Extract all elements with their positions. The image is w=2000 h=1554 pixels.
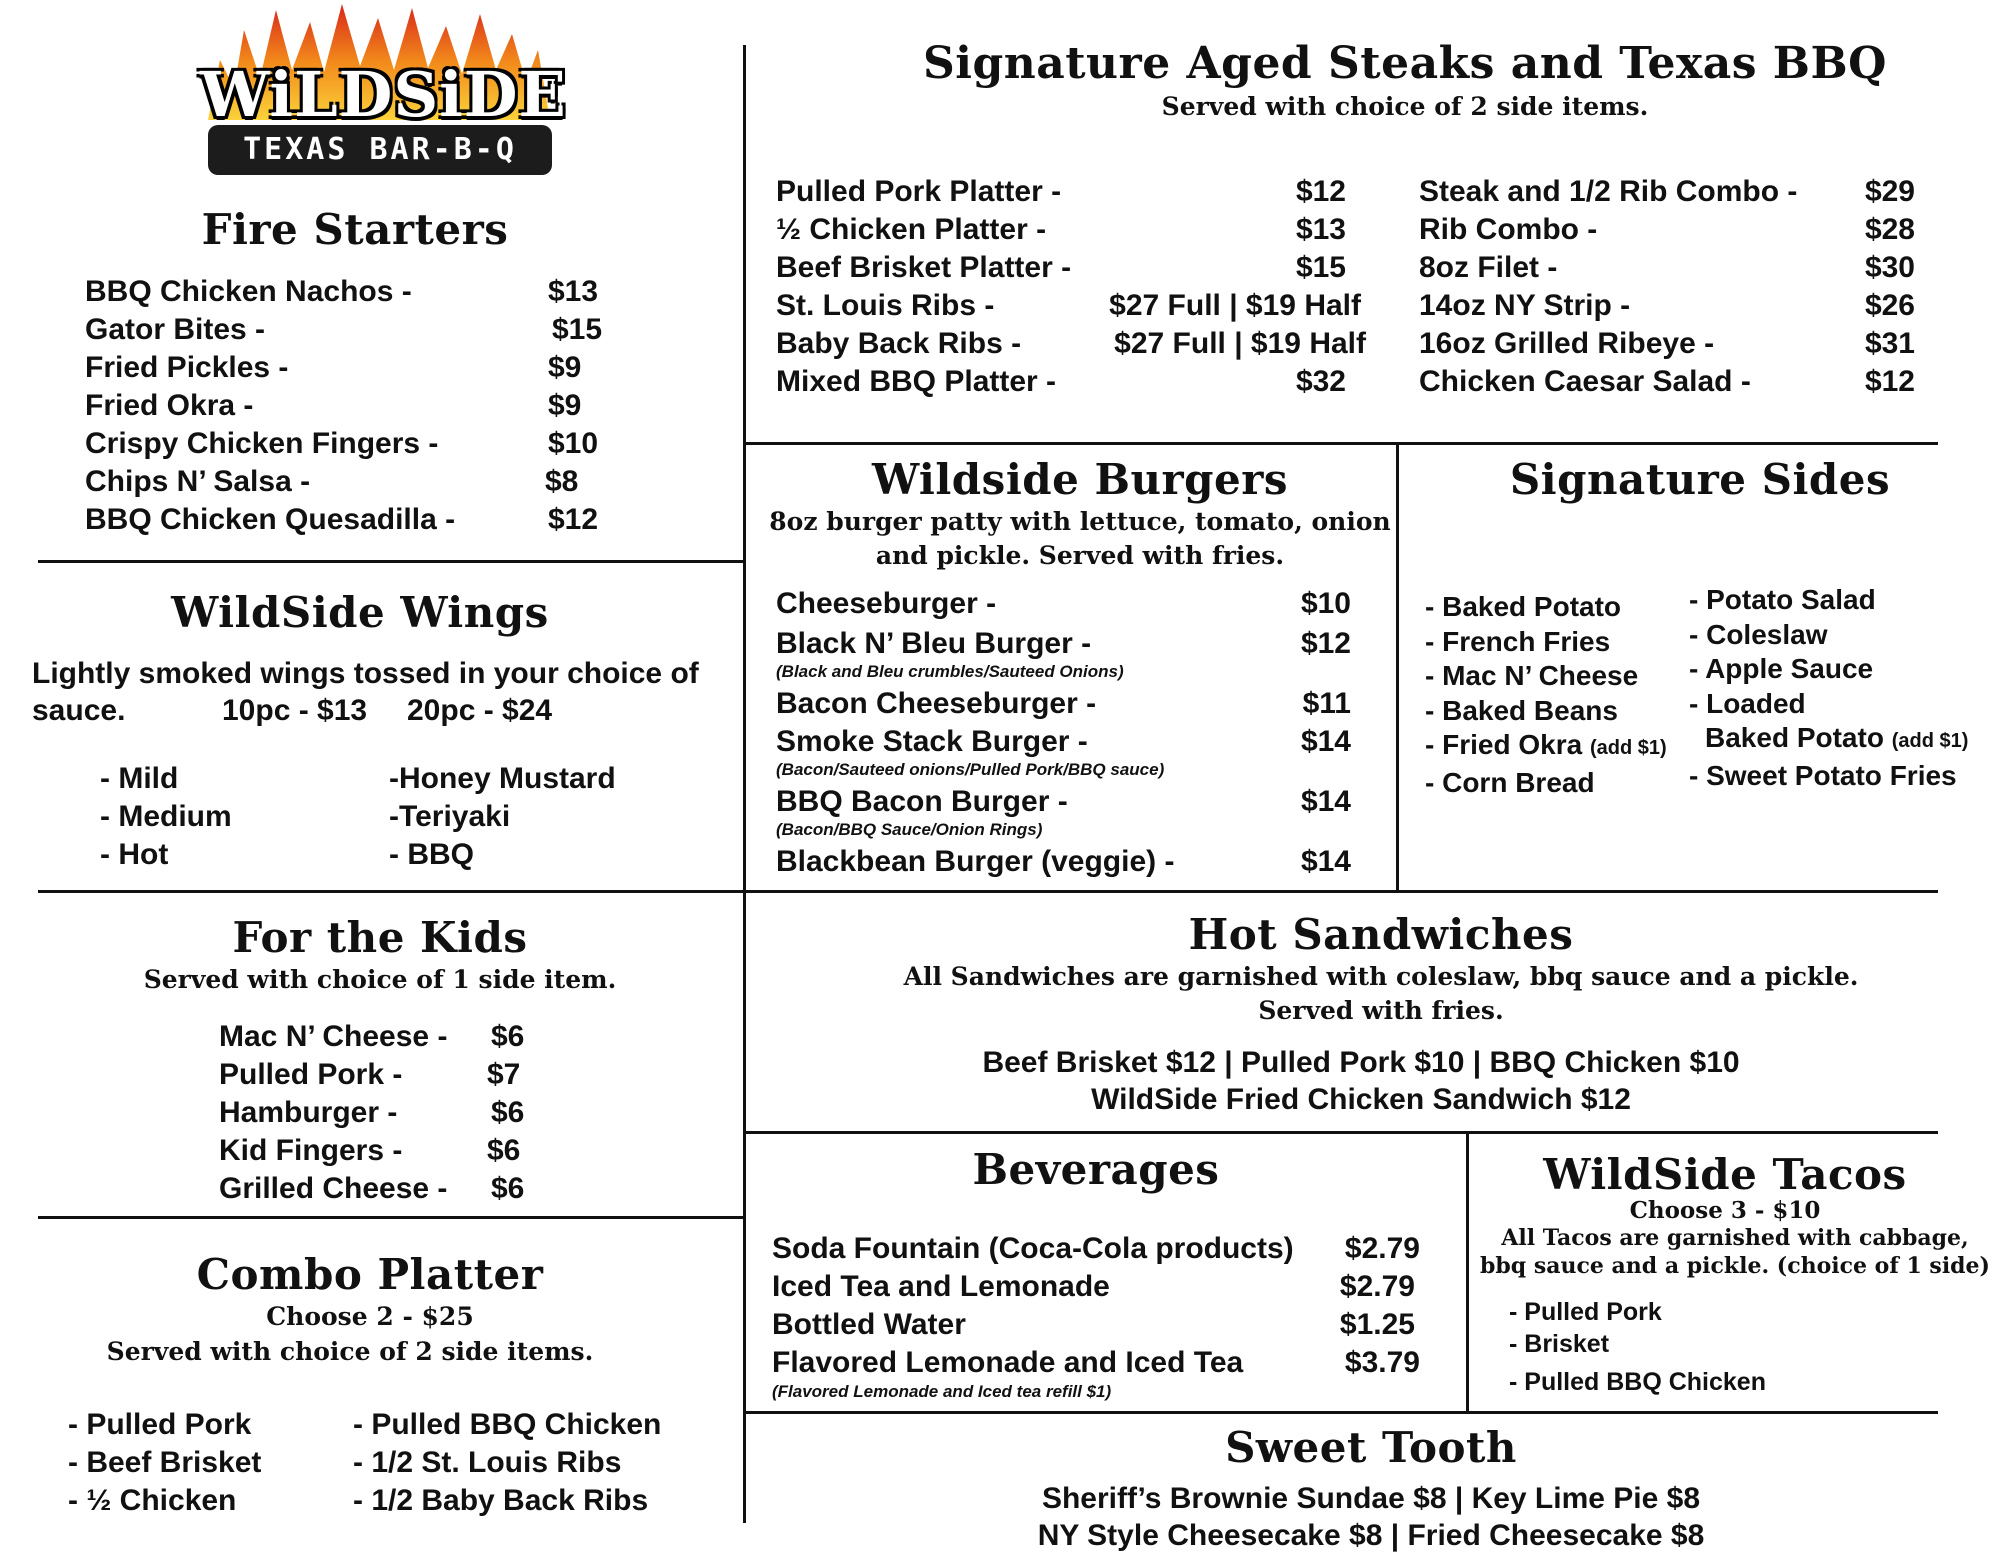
list-item: - Sweet Potato Fries [1689,759,1957,791]
kids-subtitle: Served with choice of 1 side item. [143,965,617,994]
list-item: Grilled Cheese - $6 [219,1172,525,1205]
tacos-choose-price: Choose 3 - $10 [1629,1197,1821,1224]
sandwiches-subtitle-2: Served with fries. [1258,996,1504,1025]
list-item: Mac N’ Cheese - $6 [219,1020,525,1053]
sandwiches-line-1: Beef Brisket $12 | Pulled Pork $10 | BBQ Chicken $10 [982,1046,1740,1079]
list-item: Chips N’ Salsa - $8 [85,465,579,498]
list-item: Rib Combo - $28 [1419,213,1915,246]
burgers-subtitle-1: 8oz burger patty with lettuce, tomato, onion [769,507,1391,536]
list-item: Hamburger - $6 [219,1096,525,1129]
logo-tagline: TEXAS BAR-B-Q [243,132,517,167]
logo-wordmark: WiLDSiDE [200,58,567,131]
sweet-tooth-title: Sweet Tooth [1225,1423,1517,1472]
list-item: Baked Potato (add $1) [1705,722,1969,753]
divider-kids [38,1216,743,1219]
beverages-refill-note: (Flavored Lemonade and Iced tea refill $1) [772,1382,1112,1401]
tacos-subtitle-1: All Tacos are garnished with cabbage, [1501,1225,1969,1251]
list-item: Gator Bites - $15 [85,313,603,346]
steaks-title: Signature Aged Steaks and Texas BBQ [922,38,1888,89]
burgers-title: Wildside Burgers [871,455,1289,504]
addon-price: (add $1) [1589,737,1667,759]
list-item: - Potato Salad [1689,584,1876,615]
kids-title: For the Kids [232,913,528,962]
list-item: Blackbean Burger (veggie) - $14 [776,845,1351,878]
list-item: - Apple Sauce [1689,653,1874,684]
list-item: - Hot [100,838,169,871]
list-item: - Pulled BBQ Chicken [1509,1368,1766,1396]
list-item: - ½ Chicken [68,1484,237,1517]
list-item: - 1/2 Baby Back Ribs [353,1484,649,1517]
list-item: ½ Chicken Platter - $13 [776,213,1346,246]
sweet-tooth-line-1: Sheriff’s Brownie Sundae $8 | Key Lime Pie $8 [1041,1482,1701,1515]
list-item: - BBQ [389,838,474,871]
list-item: - French Fries [1425,625,1611,657]
list-item: 8oz Filet - $30 [1419,251,1915,284]
list-item: - Corn Bread [1425,766,1595,798]
list-item: Kid Fingers - $6 [219,1134,521,1167]
kids-list [219,1020,539,1210]
list-item: - Pulled BBQ Chicken [353,1408,662,1441]
beverages-list [772,1232,1420,1402]
steaks-list-left [776,175,1366,403]
list-item: -Teriyaki [389,800,511,833]
list-item: Bacon Cheeseburger - $11 [776,687,1351,720]
wings-20pc-price: 20pc - $24 [407,694,553,727]
list-item: - 1/2 St. Louis Ribs [353,1446,622,1479]
list-item: BBQ Chicken Quesadilla - $12 [85,503,599,536]
divider-beverages-tacos [1466,1131,1469,1411]
wings-10pc-price: 10pc - $13 [222,694,368,727]
list-item: - Loaded [1689,687,1806,719]
list-item: -Honey Mustard [389,762,616,795]
sides-title: Signature Sides [1509,455,1891,504]
list-item: Iced Tea and Lemonade $2.79 [772,1270,1415,1303]
wings-sauces-left [100,760,232,874]
divider-sandwiches [743,1131,1938,1134]
list-item: - Baked Beans [1425,694,1618,726]
list-item: 16oz Grilled Ribeye - $31 [1419,327,1915,360]
list-item: - Medium [100,800,232,833]
steaks-subtitle: Served with choice of 2 side items. [1161,92,1649,121]
combo-list-right [353,1406,661,1520]
sides-list-left [1425,590,1667,800]
list-item: BBQ Bacon Burger - $14 (Bacon/BBQ Sauce/Onion Rings) [776,785,1351,839]
list-item: St. Louis Ribs - $27 Full | $19 Half [776,289,1361,322]
list-item: - Fried Okra (add $1) [1425,729,1667,760]
list-item: - Mild [100,762,179,795]
list-item: Mixed BBQ Platter - $32 [776,365,1346,398]
divider-beverages [743,1411,1938,1414]
sandwiches-title: Hot Sandwiches [1188,910,1574,959]
tacos-list [1509,1298,1766,1397]
tacos-subtitle-2: bbq sauce and a pickle. (choice of 1 side) [1480,1253,1990,1279]
wings-title: WildSide Wings [171,588,549,637]
combo-subtitle: Served with choice of 2 side items. [106,1337,594,1366]
fire-starters-list [85,275,615,541]
wings-sauces-right [389,760,616,874]
sandwiches-line-2: WildSide Fried Chicken Sandwich $12 [1091,1083,1631,1116]
wings-description: Lightly smoked wings tossed in your choice of [32,657,699,690]
combo-title: Combo Platter [196,1250,544,1299]
left-column-divider [743,45,746,1523]
list-item: Pulled Pork - $7 [219,1058,521,1091]
fire-starters-title: Fire Starters [201,205,509,254]
divider-fire-starters [38,560,743,563]
combo-choose-price: Choose 2 - $25 [266,1302,474,1331]
sandwiches-subtitle-1: All Sandwiches are garnished with coleslaw, bbq sauce and a pickle. [903,962,1859,991]
list-item: Cheeseburger - $10 [776,587,1351,620]
list-item: - Pulled Pork [68,1408,252,1441]
list-item: Smoke Stack Burger - $14 (Bacon/Sauteed onions/Pulled Pork/BBQ sauce) [776,725,1351,779]
list-item: - Brisket [1509,1330,1610,1358]
wings-sauce-label: sauce. [32,694,126,727]
list-item: Bottled Water $1.25 [772,1308,1415,1341]
list-item: Chicken Caesar Salad - $12 [1419,365,1915,398]
combo-list-left [68,1406,261,1520]
list-item: - Coleslaw [1689,618,1828,650]
list-item: Steak and 1/2 Rib Combo - $29 [1419,175,1915,208]
list-item: Baby Back Ribs - $27 Full | $19 Half [776,327,1366,360]
list-item: - Pulled Pork [1509,1298,1662,1326]
sweet-tooth-line-2: NY Style Cheesecake $8 | Fried Cheesecake $8 [1037,1519,1705,1552]
wildside-logo [200,0,567,180]
list-item: 14oz NY Strip - $26 [1419,289,1915,322]
list-item: Fried Pickles - $9 [85,351,582,384]
burgers-list [776,587,1351,885]
list-item: - Mac N’ Cheese [1425,660,1639,691]
sides-list-right [1689,583,1968,793]
burgers-subtitle-2: and pickle. Served with fries. [875,541,1285,570]
steaks-list-right [1419,175,1915,403]
addon-price: (add $1) [1891,730,1969,752]
tacos-title: WildSide Tacos [1543,1150,1907,1199]
list-item: Fried Okra - $9 [85,389,582,422]
list-item: - Baked Potato [1425,591,1622,622]
list-item: Crispy Chicken Fingers - $10 [85,427,599,460]
list-item: Flavored Lemonade and Iced Tea $3.79 [772,1346,1420,1379]
list-item: BBQ Chicken Nachos - $13 [85,275,599,308]
list-item: Beef Brisket Platter - $15 [776,251,1346,284]
list-item: Black N’ Bleu Burger - $12 (Black and Bleu crumbles/Sauteed Onions) [776,627,1351,681]
divider-wings [38,890,1938,893]
list-item: Pulled Pork Platter - $12 [776,175,1346,208]
list-item: - Beef Brisket [68,1446,262,1479]
divider-steaks [743,442,1938,445]
list-item: Soda Fountain (Coca-Cola products) $2.79 [772,1232,1420,1265]
beverages-title: Beverages [972,1145,1220,1194]
